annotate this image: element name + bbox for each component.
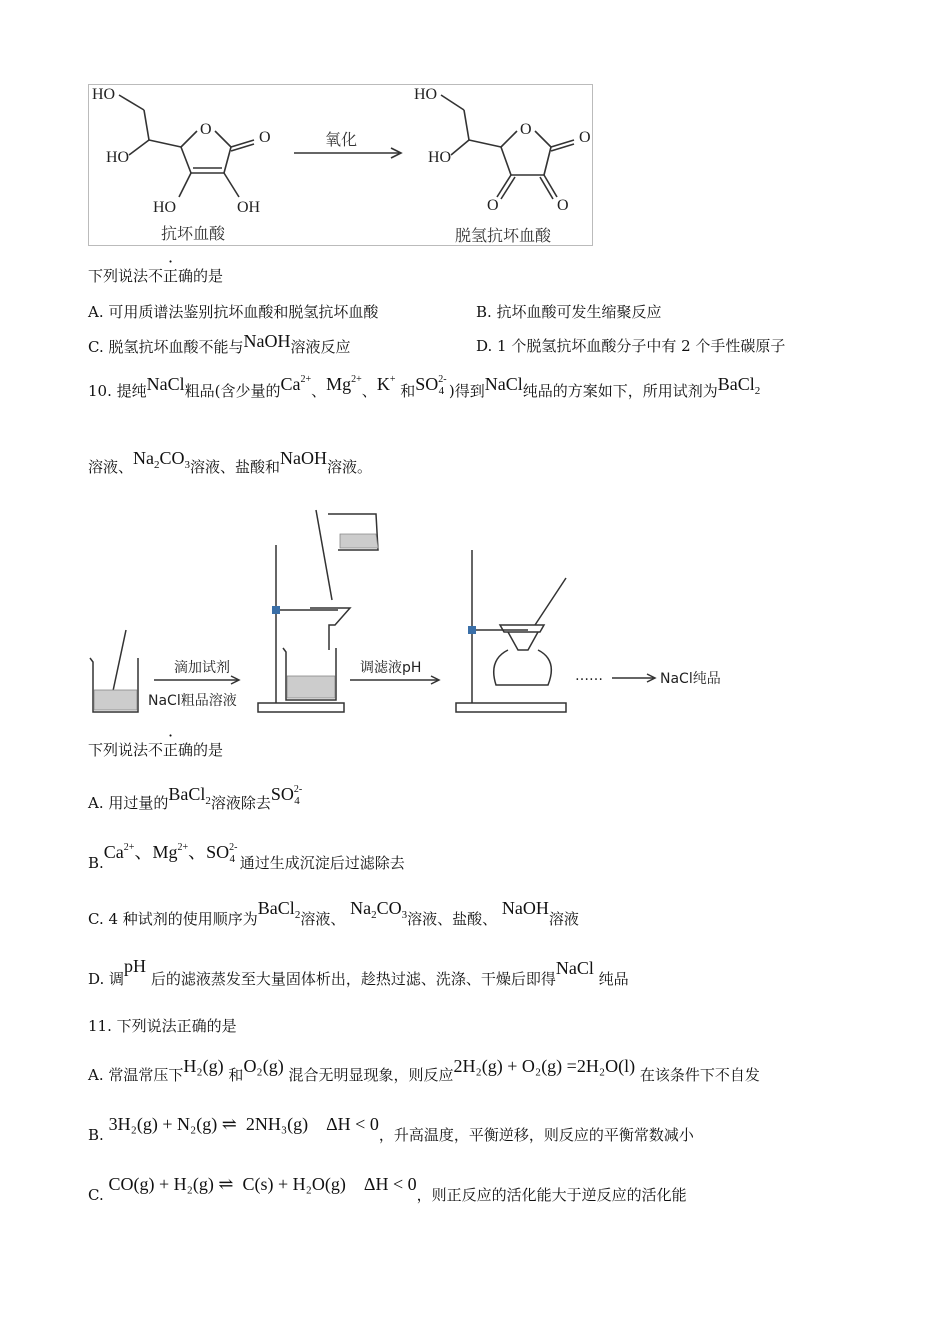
q11-optc-pre: C. bbox=[88, 1186, 104, 1204]
q11-opta-mid: 混合无明显现象，则反应 bbox=[288, 1066, 454, 1084]
q10-opta-mid: 溶液除去 bbox=[210, 794, 271, 812]
separator: 、 bbox=[311, 382, 327, 400]
q10-line2-c: 溶液。 bbox=[327, 458, 373, 476]
q9-option-a[interactable]: A. 可用质谱法鉴别抗坏血酸和脱氢抗坏血酸 bbox=[88, 303, 379, 321]
charge: 2+ bbox=[351, 374, 362, 385]
q10-optc-a: 溶液、 bbox=[300, 910, 346, 928]
subscript: 2 bbox=[294, 909, 301, 921]
atom-o: O bbox=[579, 129, 591, 146]
charge: 2+ bbox=[177, 842, 189, 853]
atom-o: O bbox=[259, 129, 271, 146]
q11-option-b[interactable] bbox=[88, 1114, 694, 1145]
step2-label: 调滤液pH bbox=[360, 660, 422, 676]
q10-option-b[interactable] bbox=[88, 842, 405, 879]
and-word: 和 bbox=[400, 382, 416, 400]
charge: 2+ bbox=[300, 374, 312, 385]
o2-gas: O₂(g) bbox=[243, 1056, 284, 1076]
subscript: 2 bbox=[371, 909, 377, 921]
charge: 2- bbox=[438, 374, 447, 385]
atom-ho: HO bbox=[106, 149, 130, 166]
subscript: 2 bbox=[754, 385, 761, 397]
nacl-formula: NaCl bbox=[146, 374, 185, 394]
step1-label: 滴加试剂 bbox=[174, 660, 230, 676]
right-molecule-name: 脱氢抗坏血酸 bbox=[455, 226, 552, 245]
ph-symbol: pH bbox=[124, 956, 147, 976]
na-symbol: Na bbox=[350, 898, 372, 918]
mg-ion: Mg bbox=[326, 374, 352, 394]
h2-gas: H₂(g) bbox=[183, 1056, 224, 1076]
q9-stem-pre: 下列说法 bbox=[88, 267, 149, 285]
q11-option-a[interactable] bbox=[88, 1056, 760, 1085]
separator: 、 bbox=[134, 842, 153, 862]
q11-optb-post: ，升高温度，平衡逆移，则反应的平衡常数减小 bbox=[378, 1126, 694, 1144]
q10-stem-pre: 下列说法 bbox=[88, 741, 149, 759]
subscript: 3 bbox=[401, 909, 408, 921]
q10-line2-a: 溶液、 bbox=[88, 458, 134, 476]
q10-stem-emphasis: 不正确 bbox=[148, 741, 194, 759]
charge: 2- bbox=[293, 784, 303, 795]
naoh-formula: NaOH bbox=[501, 898, 549, 918]
q10-optb-post: 通过生成沉淀后过滤除去 bbox=[239, 854, 405, 872]
so4-ion: SO bbox=[415, 374, 439, 394]
q10-option-d[interactable] bbox=[88, 956, 629, 989]
q11-optc-post: ，则正反应的活化能大于逆反应的活化能 bbox=[416, 1186, 687, 1204]
naoh-formula: NaOH bbox=[280, 448, 328, 468]
q11-option-c[interactable] bbox=[88, 1174, 687, 1205]
apparatus-figure bbox=[88, 500, 748, 720]
q10-crude: 粗品(含少量的 bbox=[184, 382, 281, 400]
q10-opta-pre: A. 用过量的 bbox=[88, 794, 169, 812]
bacl2-formula: BaCl bbox=[257, 898, 295, 918]
q10-optc-pre: C. 4 种试剂的使用顺序为 bbox=[88, 910, 258, 928]
bacl2-formula: BaCl bbox=[168, 784, 206, 804]
atom-o: O bbox=[520, 121, 532, 138]
q10-stem-line2 bbox=[88, 448, 373, 483]
subscript: 3 bbox=[184, 459, 191, 471]
atom-ho: HO bbox=[92, 86, 116, 103]
q9-option-c[interactable] bbox=[88, 331, 351, 357]
separator: 、 bbox=[188, 842, 207, 862]
q10-option-a[interactable] bbox=[88, 784, 303, 819]
crude-solution-label: NaCl粗品溶液 bbox=[148, 693, 237, 709]
q10-pure-text: 纯品的方案如下，所用试剂为 bbox=[522, 382, 718, 400]
q9-stem-emphasis: 不正确 bbox=[148, 267, 194, 285]
subscript: 4 bbox=[229, 853, 235, 865]
separator: 、 bbox=[361, 382, 377, 400]
atom-ho: HO bbox=[414, 86, 438, 103]
q11-stem: 11. 下列说法正确的是 bbox=[88, 1017, 237, 1035]
k-ion: K bbox=[376, 374, 390, 394]
na-symbol: Na bbox=[133, 448, 155, 468]
ca-ion: Ca bbox=[103, 842, 124, 862]
q10-optb-pre: B. bbox=[88, 854, 104, 872]
nacl-formula: NaCl bbox=[555, 958, 594, 978]
q10-optc-b: 溶液、盐酸、 bbox=[407, 910, 498, 928]
q10-optd-post: 纯品 bbox=[598, 970, 629, 988]
co-symbol: CO bbox=[376, 898, 402, 918]
q9-option-b[interactable]: B. 抗坏血酸可发生缩聚反应 bbox=[476, 303, 662, 321]
atom-ho: HO bbox=[428, 149, 452, 166]
q10-num: 10. 提纯 bbox=[88, 382, 147, 400]
q10-optd-mid: 后的滤液蒸发至大量固体析出，趁热过滤、洗涤、干燥后即得 bbox=[150, 970, 556, 988]
atom-o: O bbox=[557, 197, 569, 214]
structure-figure bbox=[88, 84, 593, 246]
subscript: 4 bbox=[438, 385, 445, 397]
pure-product-label: NaCl纯品 bbox=[660, 671, 721, 687]
q9-option-d[interactable]: D. 1 个脱氢抗坏血酸分子中有 2 个手性碳原子 bbox=[476, 337, 786, 355]
q9-optc-chem: NaOH bbox=[243, 331, 291, 351]
left-molecule-name: 抗坏血酸 bbox=[161, 224, 226, 243]
q9-optc-post: 溶液反应 bbox=[290, 338, 351, 356]
atom-ho: HO bbox=[153, 199, 177, 216]
subscript: 4 bbox=[294, 795, 300, 807]
filtration-evaporation-diagram bbox=[88, 500, 748, 720]
q11-optb-equation: 3H₂(g) + N₂(g) ⇌ 2NH₃(g) ΔH < 0 bbox=[108, 1114, 379, 1134]
bacl2-formula: BaCl bbox=[717, 374, 755, 394]
q9-stem-post: 的是 bbox=[193, 267, 224, 285]
subscript: 2 bbox=[154, 459, 160, 471]
charge: 2+ bbox=[123, 842, 135, 853]
q10-get: )得到 bbox=[448, 382, 485, 400]
ca-ion: Ca bbox=[280, 374, 301, 394]
so4-ion: SO bbox=[270, 784, 294, 804]
q10-optd-pre: D. 调 bbox=[88, 970, 125, 988]
q9-stem bbox=[88, 266, 223, 286]
q10-sub-stem bbox=[88, 740, 223, 760]
charge: 2- bbox=[229, 842, 238, 853]
q10-stem-line1 bbox=[88, 376, 760, 407]
atom-o: O bbox=[487, 197, 499, 214]
q10-stem-post: 的是 bbox=[193, 741, 224, 759]
q11-opta-equation: 2H₂(g) + O₂(g) =2H₂O(l) bbox=[453, 1056, 636, 1076]
q11-optb-pre: B. bbox=[88, 1126, 104, 1144]
ellipsis: …… bbox=[575, 668, 603, 684]
q11-optc-equation: CO(g) + H₂(g) ⇌ C(s) + H₂O(g) ΔH < 0 bbox=[108, 1174, 417, 1194]
q10-line2-b: 溶液、盐酸和 bbox=[190, 458, 281, 476]
mg-ion: Mg bbox=[152, 842, 178, 862]
q11-opta-post: 在该条件下不自发 bbox=[639, 1066, 760, 1084]
and-word: 和 bbox=[228, 1066, 244, 1084]
nacl-formula: NaCl bbox=[484, 374, 523, 394]
q10-optc-c: 溶液 bbox=[548, 910, 579, 928]
atom-oh: OH bbox=[237, 199, 261, 216]
subscript: 2 bbox=[205, 795, 211, 807]
co-symbol: CO bbox=[159, 448, 185, 468]
atom-o: O bbox=[200, 121, 212, 138]
charge: + bbox=[389, 374, 396, 385]
q10-option-c[interactable] bbox=[88, 898, 579, 935]
arrow-label: 氧化 bbox=[325, 130, 358, 149]
q9-optc-pre: C. 脱氢抗坏血酸不能与 bbox=[88, 338, 244, 356]
so4-ion: SO bbox=[206, 842, 230, 862]
q11-opta-pre: A. 常温常压下 bbox=[88, 1066, 184, 1084]
